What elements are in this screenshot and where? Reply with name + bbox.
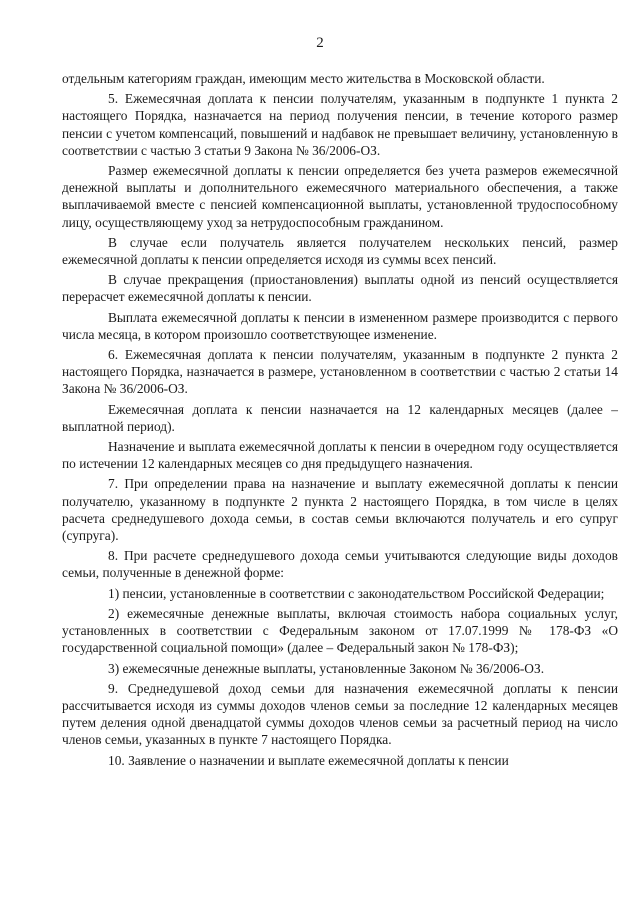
page-number: 2 (316, 35, 324, 51)
paragraph-item-7: 7. При определении права на назначение и выплату ежемесячной доплаты к пенсии получателю, указанному в подпункте 2 пункта 2 настоящего Порядка, в том числе в целях расчета среднедушевого дохода семьи, в состав семьи включаются получатель и его супруг (супруга). (62, 476, 618, 544)
paragraph-continuation: отдельным категориям граждан, имеющим место жительства в Московской области. (62, 71, 545, 86)
paragraph-item-10: 10. Заявление о назначении и выплате ежемесячной доплаты к пенсии (108, 752, 509, 768)
paragraph-subitem-1: 1) пенсии, установленные в соответствии с законодательством Российской Федерации; (108, 585, 605, 601)
paragraph-changed-amount: Выплата ежемесячной доплаты к пенсии в измененном размере производится с первого числа месяца, в котором произошло соответствующее изменение. (62, 309, 618, 342)
paragraph-payment-period: Ежемесячная доплата к пенсии назначается на 12 календарных месяцев (далее – выплатной период). (62, 401, 618, 434)
paragraph-item-9: 9. Среднедушевой доход семьи для назначения ежемесячной доплаты к пенсии рассчитывается исходя из суммы доходов членов семьи за последние 12 календарных месяцев путем деления одной двенадцатой суммы доходов членов семьи за расчетный период на число членов семьи, указанных в пункте 7 настоящего Порядка. (62, 680, 618, 748)
paragraph-subitem-3: 3) ежемесячные денежные выплаты, установленные Законом № 36/2006-ОЗ. (108, 660, 545, 676)
paragraph-item-8: 8. При расчете среднедушевого дохода семьи учитываются следующие виды доходов семьи, полученные в денежной форме: (62, 548, 618, 581)
paragraph-subitem-2: 2) ежемесячные денежные выплаты, включая стоимость набора социальных услуг, установленных в соответствии с Федеральным законом от 17.07.1999 № 178-ФЗ «О государственной социальной помощи» (далее – Федеральный закон № 178-ФЗ); (62, 605, 618, 656)
paragraph-item-6: 6. Ежемесячная доплата к пенсии получателям, указанным в подпункте 2 пункта 2 настоящего Порядка, назначается в размере, установленном в соответствии с частью 2 статьи 14 Закона № 36/2006-ОЗ. (62, 347, 618, 397)
paragraph-item-5: 5. Ежемесячная доплата к пенсии получателям, указанным в подпункте 1 пункта 2 настоящего Порядка, назначается на период получения пенсии, в течение которого размер пенсии с учетом компенсаций, повышений и надбавок не превышает величину, установленную в соответствии с частью 3 статьи 9 Закона № 36/2006-ОЗ. (62, 91, 618, 158)
paragraph-next-year: Назначение и выплата ежемесячной доплаты к пенсии в очередном году осуществляется по истечении 12 календарных месяцев со дня предыдущего назначения. (62, 439, 618, 472)
paragraph-termination: В случае прекращения (приостановления) выплаты одной из пенсий осуществляется перерасчет ежемесячной доплаты к пенсии. (62, 272, 618, 305)
paragraph-multiple-pensions: В случае если получатель является получателем нескольких пенсий, размер ежемесячной доплаты к пенсии определяется исходя из суммы всех пенсий. (62, 234, 618, 268)
paragraph-size-rule: Размер ежемесячной доплаты к пенсии определяется без учета размеров ежемесячной денежной выплаты и дополнительного ежемесячного материального обеспечения, а также выплачиваемой вместе с пенсией компенсационной выплаты, установленной трудоспособному лицу, осуществляющему уход за нетрудоспособным гражданином. (62, 163, 618, 230)
document-body (62, 70, 618, 772)
